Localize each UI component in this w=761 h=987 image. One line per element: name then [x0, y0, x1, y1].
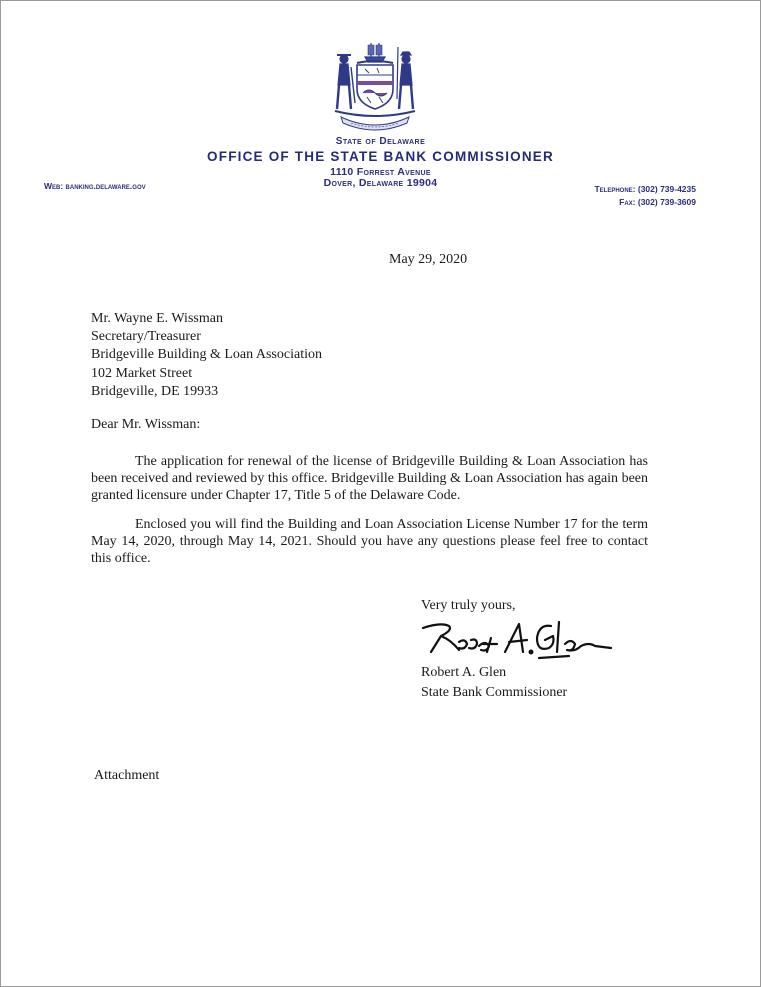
attachment-note: Attachment: [94, 768, 160, 783]
letterhead-web: Web: banking.delaware.gov: [44, 181, 146, 191]
signature-icon: [419, 618, 614, 666]
letterhead-telephone: Telephone: (302) 739-4235: [594, 184, 696, 194]
letterhead-state: State of Delaware: [335, 136, 426, 147]
signer-title: State Bank Commissioner: [421, 685, 568, 700]
closing: Very truly yours,: [421, 598, 516, 613]
recipient-street: 102 Market Street: [91, 365, 193, 381]
recipient-organization: Bridgeville Building & Loan Association: [91, 347, 322, 363]
salutation: Dear Mr. Wissman:: [91, 417, 201, 432]
recipient-name: Mr. Wayne E. Wissman: [91, 311, 223, 326]
letterhead-fax: Fax: (302) 739-3609: [619, 197, 696, 207]
letter-date: May 29, 2020: [389, 252, 468, 267]
letterhead-city: Dover, Delaware 19904: [323, 177, 438, 189]
recipient-title: Secretary/Treasurer: [91, 329, 201, 345]
body-paragraph-2: Enclosed you will find the Building and Loan Association License Number 17 for the term May 14, 2020, through May 14, 2021. Should you have any questions please feel free to contact this office.: [91, 517, 648, 566]
recipient-city: Bridgeville, DE 19933: [91, 383, 219, 399]
recipient-address: [91, 310, 322, 401]
letterhead-office: OFFICE OF THE STATE BANK COMMISSIONER: [207, 149, 554, 164]
body-paragraph-1: The application for renewal of the license of Bridgeville Building & Loan Association has been received and reviewed by this office. Bridgeville Building & Loan Association has again been granted licensure under Chapter 17, Title 5 of the Delaware Code.: [91, 454, 648, 503]
signer-name: Robert A. Glen: [421, 665, 507, 680]
letterhead-street: 1110 Forrest Avenue: [330, 166, 431, 178]
state-seal-icon: [327, 37, 423, 135]
